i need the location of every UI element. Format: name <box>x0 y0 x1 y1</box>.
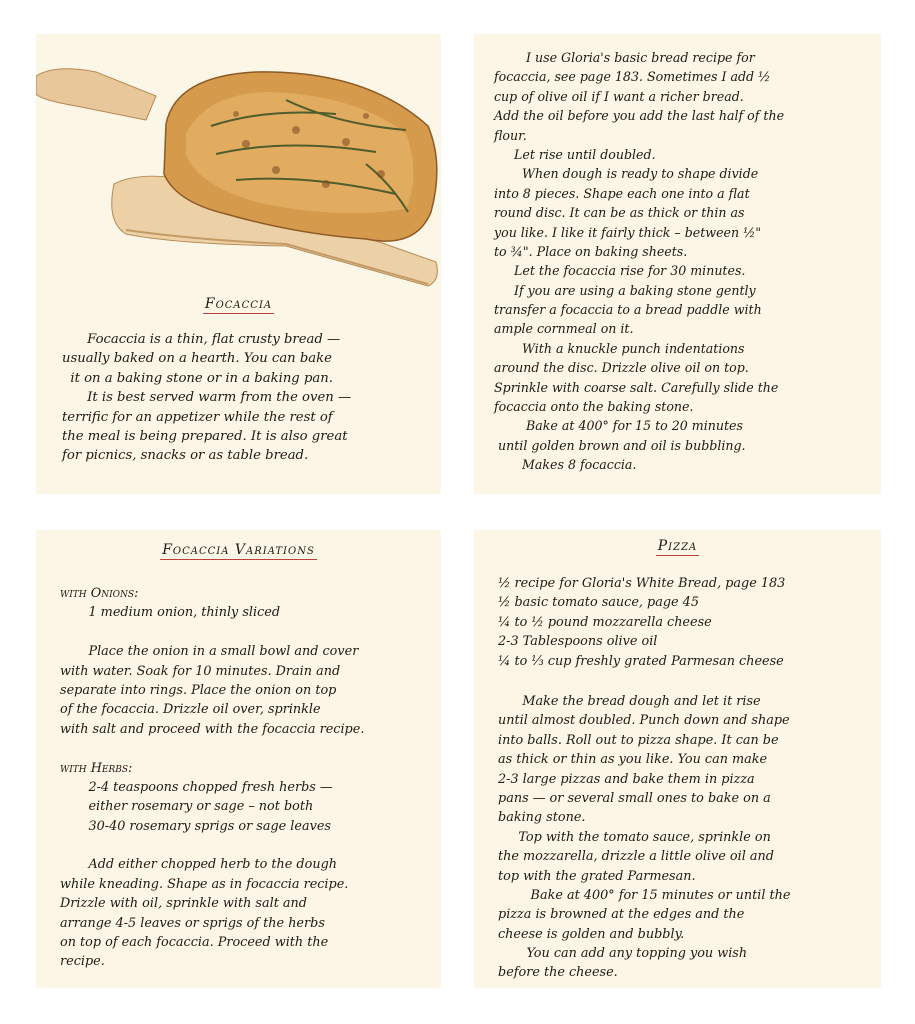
text-line: You can add any topping you wish <box>498 946 748 962</box>
text-line: Let the focaccia rise for 30 minutes. <box>494 263 746 279</box>
focaccia-method-card <box>474 34 881 494</box>
text-line: Let rise until doubled. <box>494 146 656 162</box>
text-line: pans — or several small ones to bake on a <box>498 790 771 806</box>
text-line: with salt and proceed with the focaccia recipe. <box>60 721 365 737</box>
text-line: separate into rings. Place the onion on top <box>60 682 337 698</box>
text-line: Drizzle with oil, sprinkle with salt and <box>60 896 307 912</box>
text-line: before the cheese. <box>498 965 618 981</box>
focaccia-card <box>36 34 441 494</box>
text-line: 1 medium onion, thinly sliced <box>60 605 281 621</box>
text-line: as thick or thin as you like. You can make <box>498 752 768 768</box>
text-line: Place the onion in a small bowl and cover <box>60 644 359 660</box>
text-line: terrific for an appetizer while the rest of <box>62 409 333 425</box>
text-line: with water. Soak for 10 minutes. Drain and <box>60 663 341 679</box>
text-line: while kneading. Shape as in focaccia recipe. <box>60 876 349 892</box>
text-line: round disc. It can be as thick or thin as <box>494 205 745 221</box>
variations-title: Focaccia Variations <box>162 542 315 558</box>
text-line: Top with the tomato sauce, sprinkle on <box>498 829 771 845</box>
text-line: baking stone. <box>498 810 586 826</box>
ingredient-line: 2-3 Tablespoons olive oil <box>498 634 658 650</box>
text-line: Makes 8 focaccia. <box>494 457 637 473</box>
text-line: of the focaccia. Drizzle oil over, sprinkle <box>60 702 321 718</box>
text-line: to ¾". Place on baking sheets. <box>494 243 688 259</box>
text-line: Bake at 400° for 15 to 20 minutes <box>494 418 743 434</box>
text-line <box>60 623 364 642</box>
text-line: usually baked on a hearth. You can bake <box>62 351 332 367</box>
ingredient-line: ½ basic tomato sauce, page 45 <box>498 595 699 611</box>
focaccia-description <box>62 330 351 466</box>
text-line: recipe. <box>60 954 105 970</box>
section-heading: with Onions: <box>60 586 139 601</box>
text-line: focaccia onto the baking stone. <box>494 399 694 415</box>
text-line: you like. I like it fairly thick – between ½" <box>494 224 762 240</box>
focaccia-method <box>494 48 784 475</box>
text-line: focaccia, see page 183. Sometimes I add ½ <box>494 69 771 85</box>
text-line: ample cornmeal on it. <box>494 321 634 337</box>
text-line: transfer a focaccia to a bread paddle with <box>494 302 762 318</box>
ingredient-line: ¼ to ⅓ cup freshly grated Parmesan cheese <box>498 653 784 669</box>
text-line: Add the oil before you add the last half of the <box>494 108 785 124</box>
pizza-method <box>498 692 790 983</box>
text-line: cheese is golden and bubbly. <box>498 926 685 942</box>
text-line: on top of each focaccia. Proceed with the <box>60 935 329 951</box>
focaccia-title: Focaccia <box>204 296 273 312</box>
text-line <box>60 836 364 855</box>
text-line: 2-3 large pizzas and bake them in pizza <box>498 771 755 787</box>
text-line: around the disc. Drizzle olive oil on top. <box>494 360 749 376</box>
text-line <box>60 739 364 758</box>
text-line: into balls. Roll out to pizza shape. It can be <box>498 732 779 748</box>
text-line: the meal is being prepared. It is also great <box>62 428 348 444</box>
text-line: the mozzarella, drizzle a little olive oil and <box>498 849 774 865</box>
text-line: 2-4 teaspoons chopped fresh herbs — <box>60 779 333 795</box>
pizza-card <box>474 530 881 988</box>
text-line: With a knuckle punch indentations <box>494 340 745 356</box>
text-line: 30-40 rosemary sprigs or sage leaves <box>60 818 331 834</box>
text-line: Sprinkle with coarse salt. Carefully slide the <box>494 379 779 395</box>
text-line: I use Gloria's basic bread recipe for <box>494 50 755 65</box>
text-line: either rosemary or sage – not both <box>60 799 314 815</box>
focaccia-illustration <box>36 34 441 294</box>
text-line: flour. <box>494 127 527 143</box>
text-line: arrange 4-5 leaves or sprigs of the herbs <box>60 915 325 931</box>
text-line: pizza is browned at the edges and the <box>498 907 745 923</box>
variations-text <box>60 584 364 972</box>
board-handle <box>36 69 156 120</box>
pizza-title: Pizza <box>657 538 698 554</box>
focaccia-variations-card <box>36 530 441 988</box>
text-line: It is best served warm from the oven — <box>62 390 352 406</box>
ingredient-line: ¼ to ½ pound mozzarella cheese <box>498 614 712 630</box>
text-line: top with the grated Parmesan. <box>498 868 696 884</box>
text-line: until golden brown and oil is bubbling. <box>494 437 746 453</box>
section-heading: with Herbs: <box>60 760 133 776</box>
text-line: If you are using a baking stone gently <box>494 282 756 298</box>
text-line: Bake at 400° for 15 minutes or until the <box>498 887 791 903</box>
text-line: into 8 pieces. Shape each one into a flat <box>494 185 750 201</box>
text-line: cup of olive oil if I want a richer bread. <box>494 88 744 104</box>
ingredient-line: ½ recipe for Gloria's White Bread, page 183 <box>498 576 786 591</box>
text-line: until almost doubled. Punch down and shape <box>498 713 790 729</box>
text-line: Focaccia is a thin, flat crusty bread — <box>62 332 341 347</box>
text-line: Add either chopped herb to the dough <box>60 857 338 873</box>
text-line: for picnics, snacks or as table bread. <box>62 448 309 464</box>
text-line: Make the bread dough and let it rise <box>498 694 761 709</box>
text-line: When dough is ready to shape divide <box>494 166 759 182</box>
text-line: it on a baking stone or in a baking pan. <box>62 370 333 386</box>
pizza-ingredients <box>498 574 785 671</box>
